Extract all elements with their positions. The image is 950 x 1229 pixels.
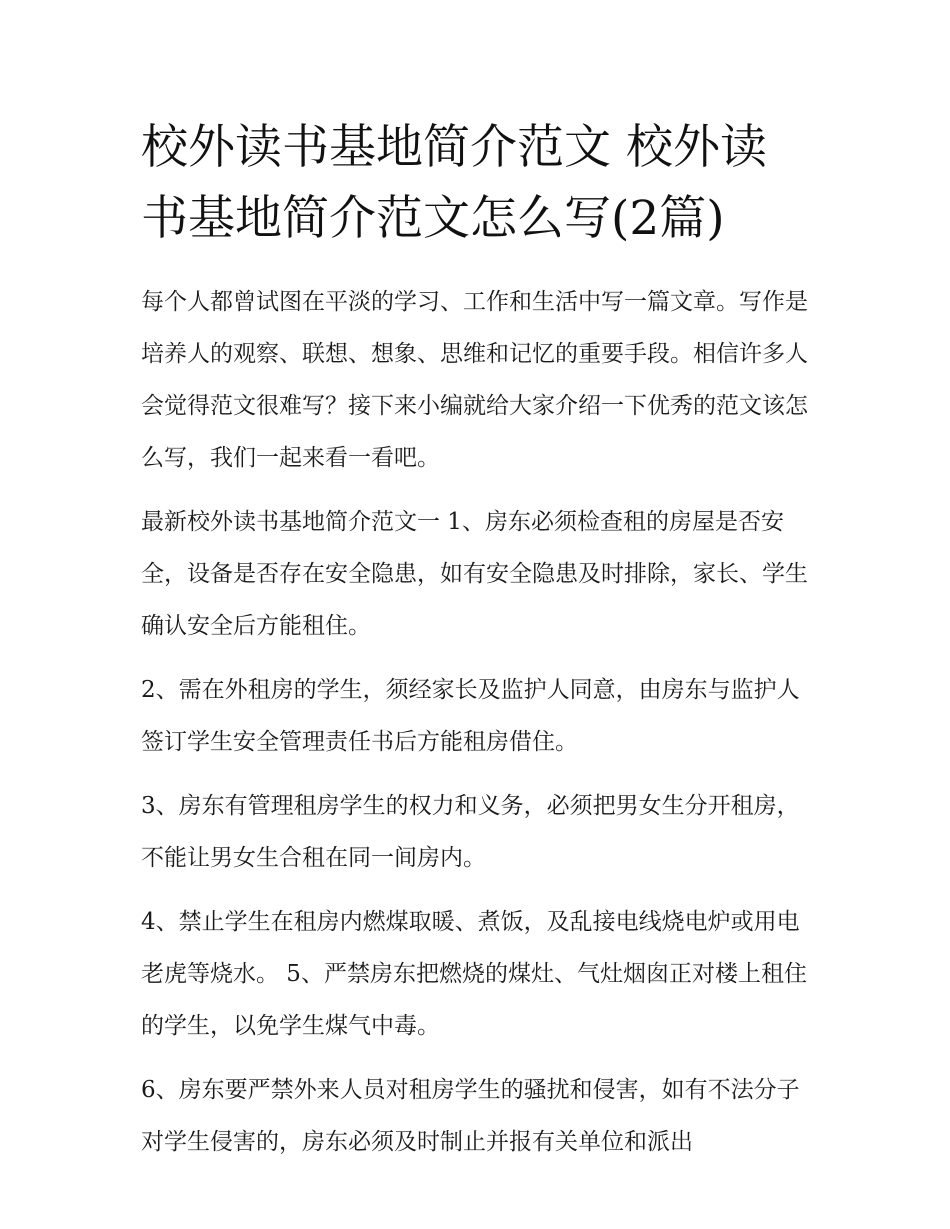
intro-paragraph: 每个人都曾试图在平淡的学习、工作和生活中写一篇文章。写作是培养人的观察、联想、想象、思维和记忆的重要手段。相信许多人会觉得范文很难写？接下来小编就给大家介绍一下优秀的范文该怎么写，我们一起来看一看吧。 [141,289,808,471]
body-paragraph-2: 2、需在外租房的学生，须经家长及监护人同意，由房东与监护人签订学生安全管理责任书后方能租房借住。 [141,677,800,755]
document-body [141,112,813,1168]
body-paragraph-4: 4、禁止学生在租房内燃煤取暖、煮饭，及乱接电线烧电炉或用电老虎等烧水。 5、严禁房东把燃烧的煤灶、气灶烟囱正对楼上租住的学生，以免学生煤气中毒。 [141,909,807,1039]
body-paragraph-1: 最新校外读书基地简介范文一 1、房东必须检查租的房屋是否安全，设备是否存在安全隐患，如有安全隐患及时排除，家长、学生确认安全后方能租住。 [141,509,808,639]
body-paragraph-5: 6、房东要严禁外来人员对租房学生的骚扰和侵害，如有不法分子对学生侵害的，房东必须及时制止并报有关单位和派出 [141,1077,800,1155]
body-paragraph-3: 3、房东有管理租房学生的权力和义务，必须把男女生分开租房，不能让男女生合租在同一间房内。 [141,793,800,871]
document-title: 校外读书基地简介范文 校外读书基地简介范文怎么写(2篇) [141,120,767,246]
